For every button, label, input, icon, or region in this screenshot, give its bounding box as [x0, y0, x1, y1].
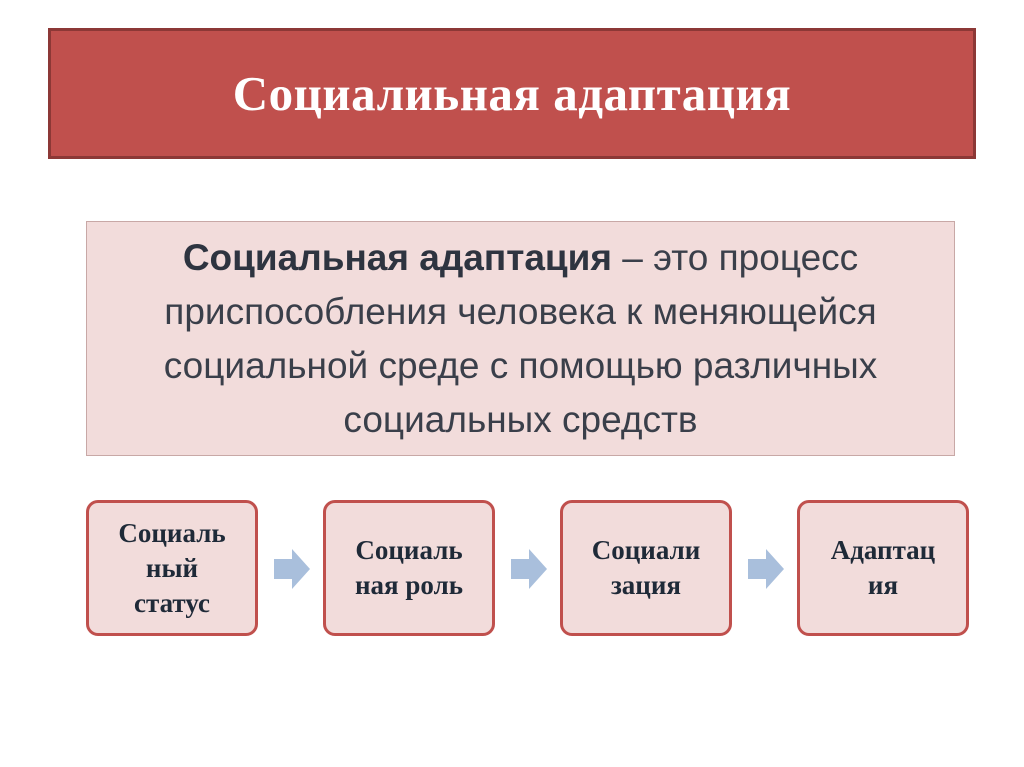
step-label: Социаль ная роль [355, 535, 463, 600]
step-socialization [560, 500, 732, 636]
arrow-right-icon [748, 549, 784, 589]
step-social-role [323, 500, 495, 636]
step-adaptation [797, 500, 969, 636]
definition-term: Социальная адаптация [182, 236, 613, 278]
step-label: Социали зация [591, 535, 701, 600]
step-label: Социаль ный статус [118, 517, 226, 618]
step-social-status [86, 500, 258, 636]
arrow-right-icon [511, 549, 547, 589]
definition-body: – это процесс приспособления человека к меняющейся социальной среде с помощью различных социальных средств [163, 236, 878, 440]
step-label: Адаптац ия [830, 535, 936, 600]
page-title: Социалиьная адаптация [232, 66, 792, 121]
arrow-right-icon [274, 549, 310, 589]
